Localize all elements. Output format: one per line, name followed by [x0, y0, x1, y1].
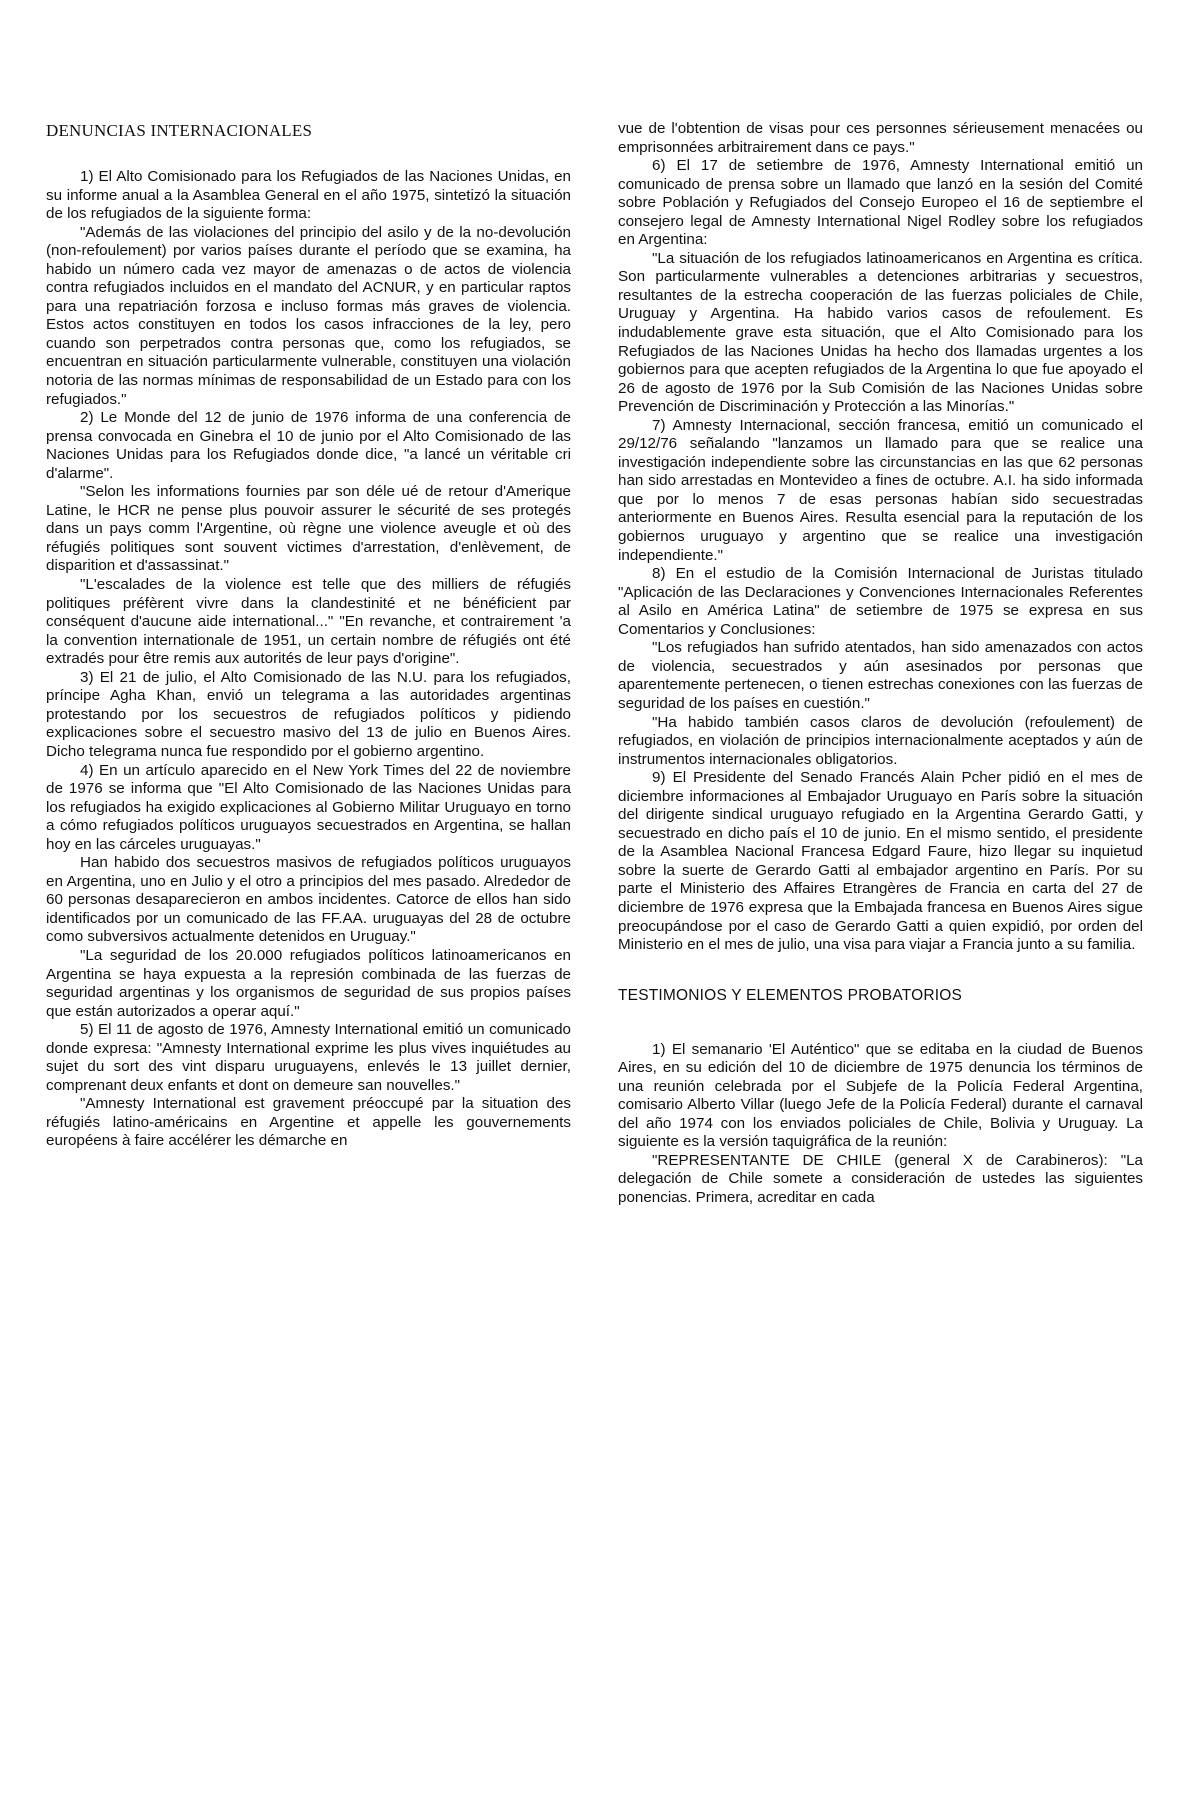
section-heading-denuncias: DENUNCIAS INTERNACIONALES — [46, 121, 313, 140]
paragraph: "Además de las violaciones del principio del asilo y de la no-devolución (non-refoulement) por varios países durante el período que se examina, ha habido un número cada vez mayor de amenazas o de actos de violencia contra refugiados incluidos en el mandato del ACNUR, y en particular raptos para una repatriación forzosa e incluso formas más graves de violencia. Estos actos constituyen en todos los casos infracciones de la ley, pero cuando son perpetrados contra personas que, como los refugiados, se encuentran en situación particularmente vulnerable, constituyen una violación notoria de las normas mínimas de responsabilidad de un Estado para con los refugiados." — [46, 223, 571, 408]
right-column — [618, 120, 1143, 1208]
paragraph: 8) En el estudio de la Comisión Internacional de Juristas titulado "Aplicación de las Declaraciones y Convenciones Internacionales Referentes al Asilo en América Latina" de setiembre de 1975 se expresa en sus Comentarios y Conclusiones: — [618, 565, 1143, 638]
paragraph: "Selon les informations fournies par son déle ué de retour d'Amerique Latine, le HCR ne pense plus pouvoir assurer le sécurité de ses protegés dans un pays comm l'Argentine, où règne une violence aveugle et où des réfugiés politiques sont souvent victimes d'arrestation, d'enlèvement, de disparition et d'assassinat." — [46, 483, 571, 575]
section-heading-testimonios: TESTIMONIOS Y ELEMENTOS PROBATORIOS — [618, 986, 963, 1004]
paragraph: Han habido dos secuestros masivos de refugiados políticos uruguayos en Argentina, uno en Julio y el otro a principios del mes pasado. Alrededor de 60 personas desaparecieron en ambos incidentes. Catorce de ellos han sido identificados por un comunicado de las FF.AA. uruguayas del 28 de octubre como subversivos actualmente detenidos en Uruguay." — [46, 854, 571, 946]
left-column — [46, 120, 571, 1151]
paragraph: 7) Amnesty Internacional, sección francesa, emitió un comunicado el 29/12/76 señalando "lanzamos un llamado para que se realice una investigación independiente sobre las circunstancias en las que 62 personas han sido arrestadas en Montevideo a fines de octubre. A.I. ha sido informada que por lo menos 7 de esas personas habían sido secuestradas anteriormente en Buenos Aires. Resulta esencial para la reputación de los gobiernos uruguayo y argentino que se realice una investigación independiente." — [618, 416, 1143, 564]
paragraph: 6) El 17 de setiembre de 1976, Amnesty International emitió un comunicado de prensa sobre un llamado que lanzó en la sesión del Comité sobre Población y Refugiados del Consejo Europeo el 16 de septiembre el consejero legal de Amnesty International Nigel Rodley sobre los refugiados en Argentina: — [618, 157, 1143, 249]
paragraph: "Los refugiados han sufrido atentados, han sido amenazados con actos de violencia, secuestrados y aún asesinados por personas que aparentemente pertenecen, o tienen estrechas conexiones con las fuerzas de seguridad de los países en cuestión." — [618, 639, 1143, 712]
paragraph: "Amnesty International est gravement préoccupé par la situation des réfugiés latino-américains en Argentine et appelle les gouvernements européens à faire accélérer les démarche en — [46, 1095, 571, 1150]
paragraph: 4) En un artículo aparecido en el New York Times del 22 de noviembre de 1976 se informa que "El Alto Comisionado de las Naciones Unidas para los refugiados ha exigido explicaciones al Gobierno Militar Uruguayo en torno a cómo refugiados políticos uruguayos secuestrados en Argentina, se hallan hoy en las cárceles uruguayas." — [46, 761, 571, 853]
paragraph: "La situación de los refugiados latinoamericanos en Argentina es crítica. Son particularmente vulnerables a detenciones arbitrarias y secuestros, resultantes de la estrecha cooperación de las fuerzas policiales de Chile, Uruguay y Argentina. Ha habido varios casos de refoulement. Es indudablemente grave esta situación, que el Alto Comisionado para los Refugiados de las Naciones Unidas ha hecho dos llamadas urgentes a los gobiernos para que acepten refugiados de la Argentina lo que fue apoyado el 26 de agosto de 1976 por la Sub Comisión de las Naciones Unidas sobre Prevención de Discriminación y Protección a las Minorías." — [618, 249, 1143, 416]
paragraph: "Ha habido también casos claros de devolución (refoulement) de refugiados, en violación de principios internacionalmente aceptados y aún de instrumentos internacionales obligatorios. — [618, 713, 1143, 768]
paragraph: 2) Le Monde del 12 de junio de 1976 informa de una conferencia de prensa convocada en Ginebra el 10 de junio por el Alto Comisionado de las Naciones Unidas para los Refugiados donde dice, "a lancé un véritable cri d'alarme". — [46, 409, 571, 482]
paragraph: "La seguridad de los 20.000 refugiados políticos latinoamericanos en Argentina se haya expuesta a la represión combinada de las fuerzas de seguridad argentinas y los organismos de seguridad de sus propios países que están autorizados a operar aquí." — [46, 946, 571, 1020]
paragraph: "L'escalades de la violence est telle que des milliers de réfugiés politiques préfèrent vivre dans la clandestinité et ne bénéficient par conséquent d'aucune aide international..." "En revanche, et contrairement 'a la convention internationale de 1951, un certain nombre de réfugiés ont été extradés pour être remis aux autorités de leur pays d'origine". — [46, 576, 571, 668]
paragraph: "REPRESENTANTE DE CHILE (general X de Carabineros): "La delegación de Chile somete a consideración de ustedes las siguientes ponencias. Primera, acreditar en cada — [618, 1151, 1143, 1206]
paragraph: 1) El semanario 'El Auténtico" que se editaba en la ciudad de Buenos Aires, en su edición del 10 de diciembre de 1975 denuncia los términos de una reunión celebrada por el Subjefe de la Policía Federal Argentina, comisario Alberto Villar (luego Jefe de la Policía Federal) durante el carnaval del año 1974 con los enviados policiales de Chile, Bolivia y Uruguay. La siguiente es la versión taquigráfica de la reunión: — [618, 1040, 1143, 1151]
paragraph: 5) El 11 de agosto de 1976, Amnesty International emitió un comunicado donde expresa: "Amnesty International exprime les plus vives inquiétudes au sujet du sort des vint disparu uruguayens, enlevés le 13 juillet dernier, comprenant deux enfants et dont on demeure san nouvelles." — [46, 1021, 571, 1094]
paragraph: 9) El Presidente del Senado Francés Alain Pcher pidió en el mes de diciembre informaciones al Embajador Uruguayo en París sobre la situación del dirigente sindical uruguayo refugiado en la Argentina Gerardo Gatti, y secuestrado en dicho país el 10 de junio. En el mismo sentido, el presidente de la Asamblea Nacional Francesa Edgard Faure, hizo llegar su inquietud sobre la suerte de Gerardo Gatti al embajador argentino en París. Por su parte el Ministerio des Affaires Etrangères de Francia en carta del 27 de diciembre de 1976 expresa que la Embajada francesa en Buenos Aires sigue preocupándose por el caso de Gerardo Gatti a quien expidió, por orden del Ministerio en el mes de julio, una visa para viajar a Francia junto a su familia. — [618, 769, 1143, 954]
paragraph: 3) El 21 de julio, el Alto Comisionado de las N.U. para los refugiados, príncipe Agha Khan, envió un telegrama a las autoridades argentinas protestando por los secuestros de refugiados políticos y pidiendo explicaciones sobre el secuestro masivo del 13 de julio en Buenos Aires. Dicho telegrama nunca fue respondido por el gobierno argentino. — [46, 668, 571, 760]
paragraph: 1) El Alto Comisionado para los Refugiados de las Naciones Unidas, en su informe anual a la Asamblea General en el año 1975, sintetizó la situación de los refugiados de la siguiente forma: — [46, 168, 571, 223]
paragraph: vue de l'obtention de visas pour ces personnes sérieusement menacées ou emprisonnées arbitrairement dans ce pays." — [618, 120, 1143, 156]
